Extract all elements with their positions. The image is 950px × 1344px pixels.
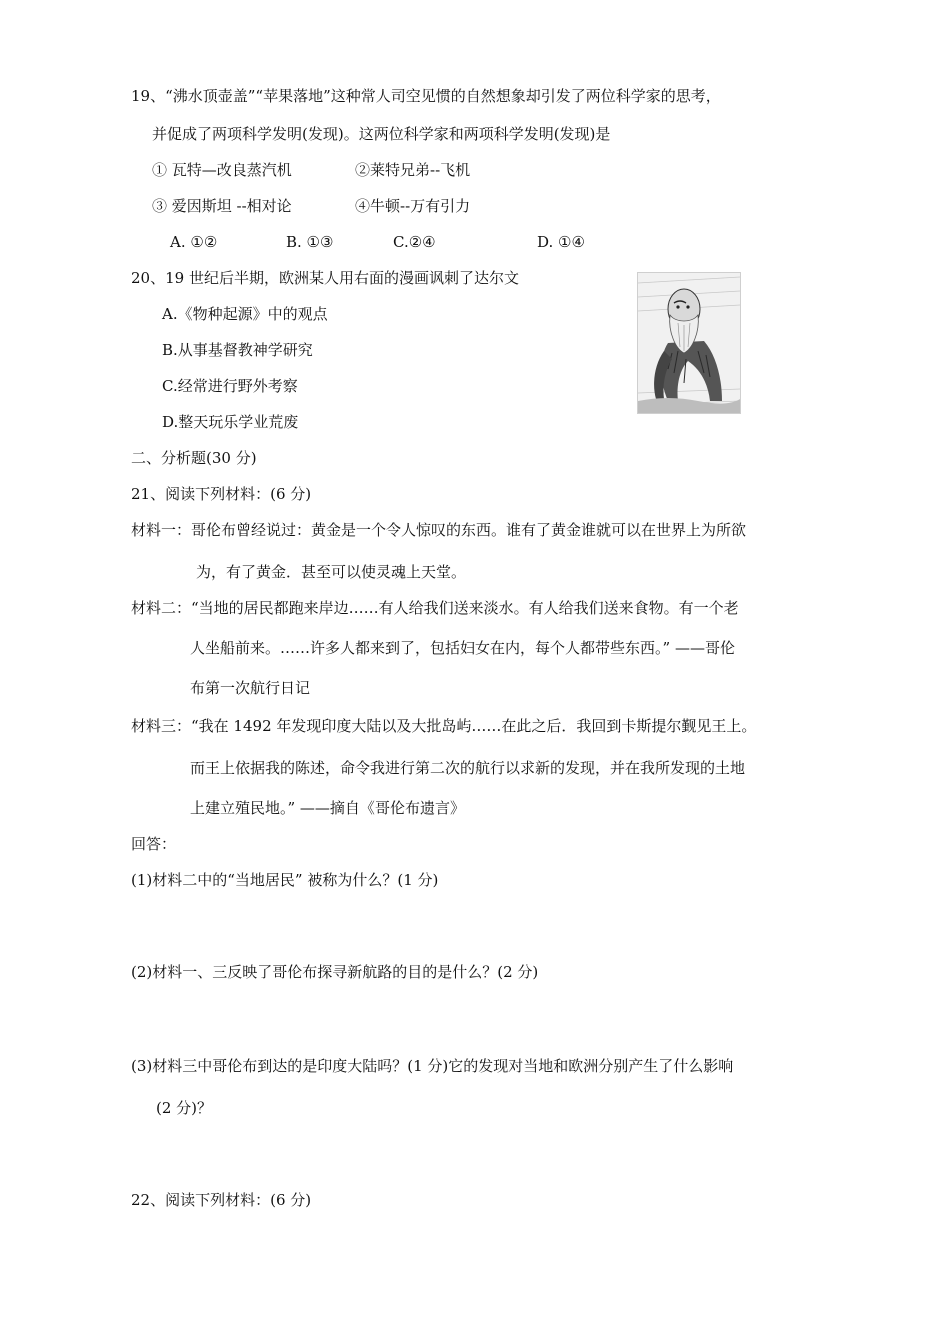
q20-option-a: A.《物种起源》中的观点 [162, 305, 328, 323]
q19-item-2: ②莱特兄弟--飞机 [355, 161, 471, 179]
q21-material2-line1: 材料二：“当地的居民都跑来岸边……有人给我们送来淡水。有人给我们送来食物。有一个老 [131, 599, 739, 617]
q19-option-d: D. ①④ [537, 233, 585, 251]
darwin-cartoon-image [637, 272, 741, 414]
q20-option-c: C.经常进行野外考察 [162, 377, 298, 395]
q21-subquestion-3-line2: (2 分)？ [156, 1099, 213, 1117]
q21-subquestion-3-line1: (3)材料三中哥伦布到达的是印度大陆吗？(1 分)它的发现对当地和欧洲分别产生了什么影响 [131, 1057, 734, 1075]
q21-title: 21、阅读下列材料：(6 分) [131, 485, 312, 503]
q21-answer-label: 回答： [131, 835, 177, 853]
q19-stem-line1: 19、“沸水顶壶盖”“苹果落地”这种常人司空见惯的自然想象却引发了两位科学家的思考， [131, 87, 721, 105]
q21-material1-line2: 为，有了黄金．甚至可以使灵魂上天堂。 [196, 563, 467, 581]
q21-material2-line2: 人坐船前来。……许多人都来到了，包括妇女在内，每个人都带些东西。” ——哥伦 [190, 639, 735, 657]
q19-item-3: ③ 爱因斯坦 --相对论 [152, 197, 292, 215]
q20-option-b: B.从事基督教神学研究 [162, 341, 313, 359]
q19-option-c: C.②④ [393, 233, 436, 251]
q19-item-4: ④牛顿--万有引力 [355, 197, 471, 215]
q21-material3-line1: 材料三：“我在 1492 年发现印度大陆以及大批岛屿……在此之后．我回到卡斯提尔觐见王上。 [131, 717, 757, 735]
q22-title: 22、阅读下列材料：(6 分) [131, 1191, 312, 1209]
q21-material2-line3: 布第一次航行日记 [190, 679, 311, 697]
q21-material1-line1: 材料一：哥伦布曾经说过：黄金是一个令人惊叹的东西。谁有了黄金谁就可以在世界上为所欲 [131, 521, 747, 539]
q20-option-d: D.整天玩乐学业荒废 [162, 413, 299, 431]
q21-subquestion-2: (2)材料一、三反映了哥伦布探寻新航路的目的是什么？(2 分) [131, 963, 539, 981]
q20-stem: 20、19 世纪后半期，欧洲某人用右面的漫画讽刺了达尔文 [131, 269, 519, 287]
q19-option-b: B. ①③ [286, 233, 334, 251]
q21-material3-line3: 上建立殖民地。” ——摘自《哥伦布遗言》 [190, 799, 465, 817]
q19-stem-line2: 并促成了两项科学发明(发现)。这两位科学家和两项科学发明(发现)是 [152, 125, 611, 143]
darwin-ape-illustration [638, 273, 740, 413]
q21-subquestion-1: (1)材料二中的“当地居民” 被称为什么？(1 分) [131, 871, 439, 889]
q19-item-1: ① 瓦特—改良蒸汽机 [152, 161, 292, 179]
section-2-heading: 二、分析题(30 分) [131, 449, 257, 467]
q21-material3-line2: 而王上依据我的陈述，命令我进行第二次的航行以求新的发现，并在我所发现的土地 [190, 759, 746, 777]
q19-option-a: A. ①② [170, 233, 218, 251]
